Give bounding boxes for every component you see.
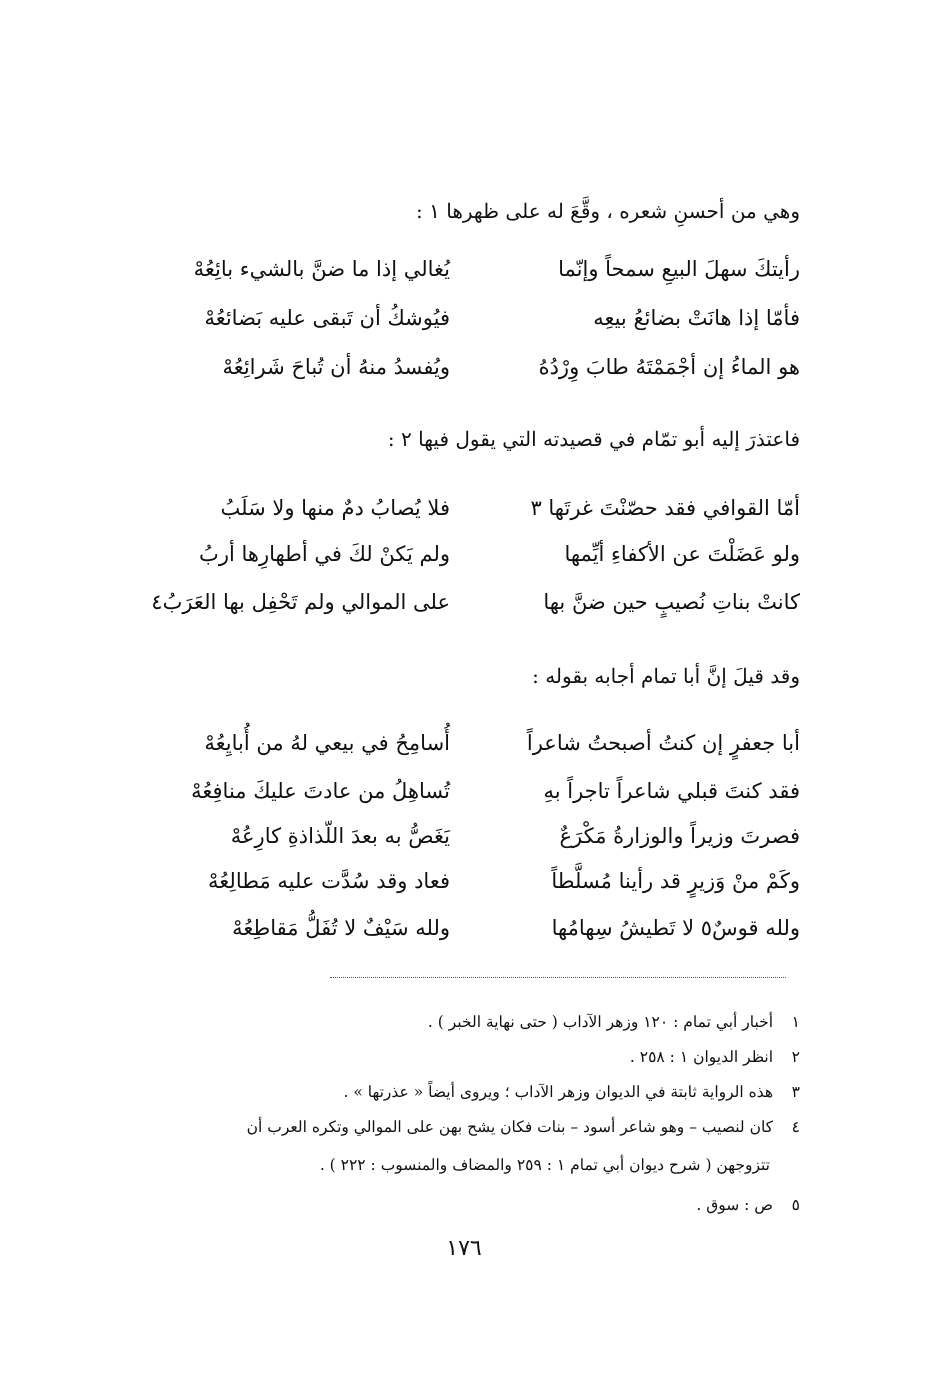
- verse-first-hemistich: ولو عَضَلْتَ عن الأكفاءِ أيِّمها: [564, 542, 800, 566]
- poem2-verse-1: [110, 484, 800, 532]
- poem1-verse-3: [110, 343, 800, 391]
- verse-second-hemistich: ولله سَيْفٌ لا تُفَلُّ مَقاطِعُهْ: [232, 916, 450, 940]
- footnote-number: ٣: [791, 1083, 800, 1101]
- page-number: ١٧٦: [446, 1236, 482, 1261]
- verse-first-hemistich: أبا جعفرٍ إن كنتُ أصبحتُ شاعراً: [526, 731, 800, 755]
- paragraph-3: وقد قيلَ إنَّ أبا تمام أجابه بقوله :: [532, 664, 800, 688]
- footnote-number: ٥: [791, 1196, 800, 1214]
- footnote-4-continuation: تتزوجهن ( شرح ديوان أبي تمام ١ : ٢٥٩ والمضاف والمنسوب : ٢٢٢ ) .: [319, 1156, 770, 1174]
- verse-second-hemistich: ولم يَكنْ لكَ في أطهارِها أربُ: [199, 542, 450, 566]
- poem3-verse-1: [110, 719, 800, 767]
- footnote-text: أخبار أبي تمام : ١٢٠ وزهر الآداب ( حتى نهاية الخبر ) .: [427, 1013, 774, 1031]
- footnote-number: ٤: [791, 1118, 800, 1136]
- footnote-text: انظر الديوان ١ : ٢٥٨ .: [629, 1048, 774, 1066]
- verse-first-hemistich: ولله قوسٌ٥ لا تَطيشُ سِهامُها: [551, 916, 800, 940]
- verse-second-hemistich: فلا يُصابُ دمٌ منها ولا سَلَبُ: [220, 496, 450, 520]
- poem3-verse-4: [110, 857, 800, 905]
- poem3-verse-2: [110, 767, 800, 815]
- verse-second-hemistich: تُساهِلُ من عادتَ عليكَ منافِعُهْ: [191, 779, 450, 803]
- footnote-text: ص : سوق .: [696, 1196, 774, 1214]
- verse-second-hemistich: أُسامِحُ في بيعي لهُ من أُبايِعُهْ: [204, 731, 450, 755]
- verse-first-hemistich: رأيتكَ سهلَ البيعِ سمحاً وإنّما: [558, 257, 800, 281]
- verse-first-hemistich: كانتْ بناتِ نُصيبٍ حين ضنَّ بها: [543, 590, 800, 614]
- footnote-text: هذه الرواية ثابتة في الديوان وزهر الآداب ؛ ويروى أيضاً « عذرتها » .: [343, 1083, 774, 1101]
- verse-first-hemistich: فقد كنتَ قبلي شاعراً تاجراً بهِ: [543, 779, 800, 803]
- verse-first-hemistich: فأمّا إذا هانَتْ بضائعُ بيعِه: [593, 306, 800, 330]
- verse-second-hemistich: على الموالي ولم تَحْفِل بها العَرَبُ٤: [151, 590, 450, 614]
- intro-line: وهي من أحسنِ شعره ، وقَّعَ له على ظهرها ١ :: [416, 199, 800, 223]
- poem2-verse-2: [110, 530, 800, 578]
- paragraph-2: فاعتذرَ إليه أبو تمّام في قصيدته التي يقول فيها ٢ :: [387, 427, 800, 451]
- verse-second-hemistich: فيُوشكُ أن تَبقى عليه بَضائعُهْ: [204, 306, 450, 330]
- poem1-verse-1: [110, 245, 800, 293]
- poem2-verse-3: [110, 578, 800, 626]
- verse-second-hemistich: ويُفسدُ منهُ أن تُباحَ شَرائِعُهْ: [222, 355, 450, 379]
- footnote-2: [110, 1045, 800, 1069]
- verse-first-hemistich: وكَمْ منْ وَزيرٍ قد رأينا مُسلَّطاً: [551, 869, 800, 893]
- footnote-3: [110, 1080, 800, 1104]
- footnote-1: [110, 1010, 800, 1034]
- verse-second-hemistich: فعاد وقد سُدَّت عليه مَطالِعُهْ: [208, 869, 450, 893]
- verse-first-hemistich: فصرتَ وزيراً والوزارةُ مَكْرَعٌ: [559, 824, 800, 848]
- poem1-verse-2: [110, 294, 800, 342]
- verse-second-hemistich: يَغَصُّ به بعدَ اللّذاذةِ كارِعُهْ: [230, 824, 450, 848]
- verse-first-hemistich: هو الماءُ إن أجْمَمْتَهُ طابَ وِرْدُهُ: [538, 355, 800, 379]
- footnote-text: كان لنصيب – وهو شاعر أسود – بنات فكان يشح بهن على الموالي وتكره العرب أن: [246, 1118, 774, 1136]
- footnote-5: [110, 1193, 800, 1217]
- verse-second-hemistich: يُغالي إذا ما ضنَّ بالشيء بائِعُهْ: [193, 257, 450, 281]
- footnote-number: ١: [791, 1013, 800, 1031]
- verse-first-hemistich: أمّا القوافي فقد حصّنْتَ غرتَها ٣: [530, 496, 800, 520]
- poem3-verse-3: [110, 812, 800, 860]
- footnote-separator: [330, 977, 786, 978]
- footnote-4: [110, 1115, 800, 1139]
- footnote-number: ٢: [791, 1048, 800, 1066]
- poem3-verse-5: [110, 904, 800, 952]
